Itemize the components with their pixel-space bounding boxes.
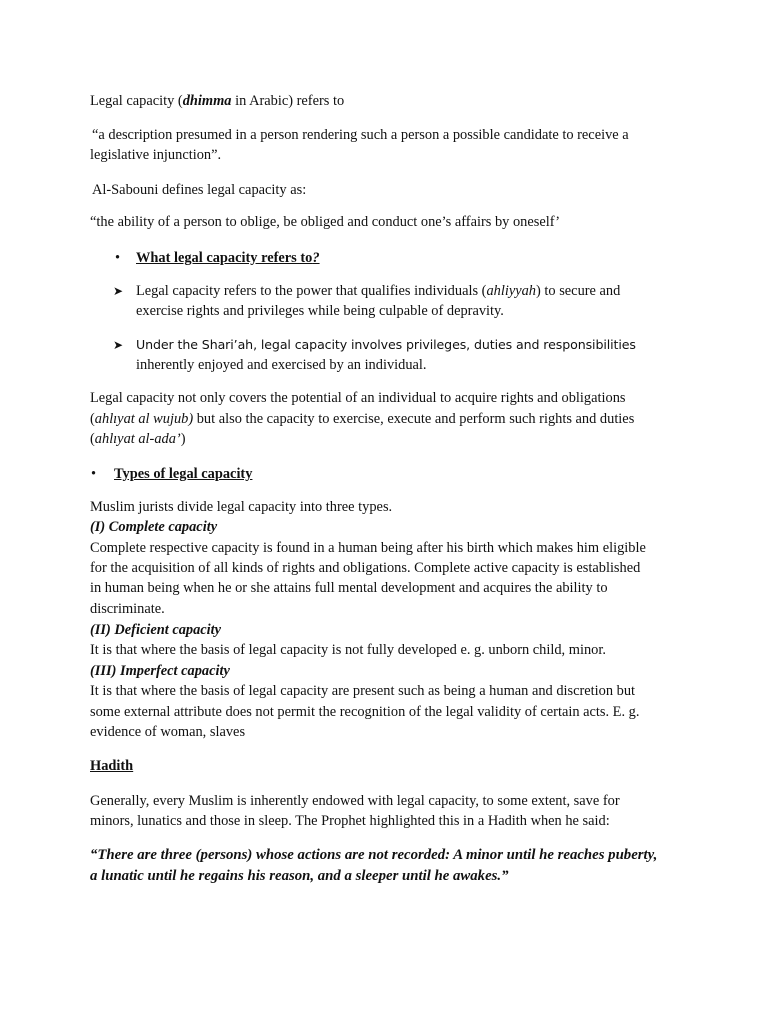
bullet-icon: • <box>115 250 121 266</box>
type1-line4: discriminate. <box>90 601 165 617</box>
arrow-bullet-icon: ➤ <box>113 338 124 352</box>
point1-line1-b: ) to secure and <box>536 283 621 299</box>
quote1-line2: legislative injunction”. <box>90 147 222 163</box>
type3-line2: some external attribute does not permit the recognition of the legal validity of certain acts. E. g. <box>90 704 640 720</box>
hadith-heading: Hadith <box>90 758 134 774</box>
section1-question-mark: ? <box>312 250 320 266</box>
para1-line2 <box>90 409 634 429</box>
type3-heading: (III) Imperfect capacity <box>90 663 230 679</box>
section1-heading-text: What legal capacity refers to <box>136 250 313 266</box>
types-intro: Muslim jurists divide legal capacity into three types. <box>90 499 393 515</box>
para1-line3-close: ) <box>180 431 186 447</box>
intro-lead: Legal capacity ( <box>90 93 183 109</box>
point1-term: ahliyyah <box>486 283 537 299</box>
hadith-line2: minors, lunatics and those in sleep. The Prophet highlighted this in a Hadith when he said: <box>90 813 610 829</box>
para1-line2-open: ( <box>90 411 95 427</box>
point1-line1-a: Legal capacity refers to the power that qualifies individuals ( <box>136 283 487 299</box>
type3-line3: evidence of woman, slaves <box>90 724 246 740</box>
section1-heading <box>136 248 320 268</box>
para1-term-wujub: ahlıyat al wujub) <box>94 411 194 427</box>
intro-line <box>90 91 344 111</box>
sabouni-line: Al-Sabouni defines legal capacity as: <box>92 182 307 198</box>
para1-line3-open: ( <box>90 431 95 447</box>
type1-line2: for the acquisition of all kinds of rights and obligations. Complete active capacity is established <box>90 560 641 576</box>
type2-heading: (II) Deficient capacity <box>90 622 222 638</box>
para1-term-ada: ahlıyat al-ada’ <box>94 431 181 447</box>
para1-line1: Legal capacity not only covers the potential of an individual to acquire rights and obligations <box>90 390 626 406</box>
section2-heading-text: Types of legal capacity <box>114 466 253 482</box>
section2-heading <box>114 464 252 484</box>
type1-heading: (I) Complete capacity <box>90 519 218 535</box>
point1-line2: exercise rights and privileges while being culpable of depravity. <box>136 303 504 319</box>
para1-line2-rest: but also the capacity to exercise, execute and perform such rights and duties <box>193 411 635 427</box>
quote2-line: “the ability of a person to oblige, be obliged and conduct one’s affairs by oneself’ <box>90 214 561 230</box>
hadith-line1: Generally, every Muslim is inherently endowed with legal capacity, to some extent, save for <box>90 793 620 809</box>
type2-line1: It is that where the basis of legal capacity is not fully developed e. g. unborn child, minor. <box>90 642 606 658</box>
arrow-bullet-icon: ➤ <box>113 284 124 298</box>
para1-line3 <box>90 429 186 449</box>
intro-term: dhimma <box>182 93 232 109</box>
type3-line1: It is that where the basis of legal capacity are present such as being a human and discretion but <box>90 683 636 699</box>
hadith-quote-line2: a lunatic until he regains his reason, and a sleeper until he awakes.” <box>90 868 509 884</box>
bullet-icon: • <box>91 466 97 482</box>
point2-line2: inherently enjoyed and exercised by an individual. <box>136 357 427 373</box>
point1-line1 <box>136 281 620 301</box>
type1-line1: Complete respective capacity is found in a human being after his birth which makes him eligible <box>90 540 646 556</box>
intro-tail: in Arabic) refers to <box>231 93 345 109</box>
quote1-line1: “a description presumed in a person rendering such a person a possible candidate to receive a <box>92 127 629 143</box>
hadith-quote-line1: “There are three (persons) whose actions are not recorded: A minor until he reaches puberty, <box>90 847 658 863</box>
type1-line3: in human being when he or she attains full mental development and acquires the ability to <box>90 580 608 596</box>
point2-line1: Under the Shari’ah, legal capacity involves privileges, duties and responsibilities <box>136 337 636 352</box>
